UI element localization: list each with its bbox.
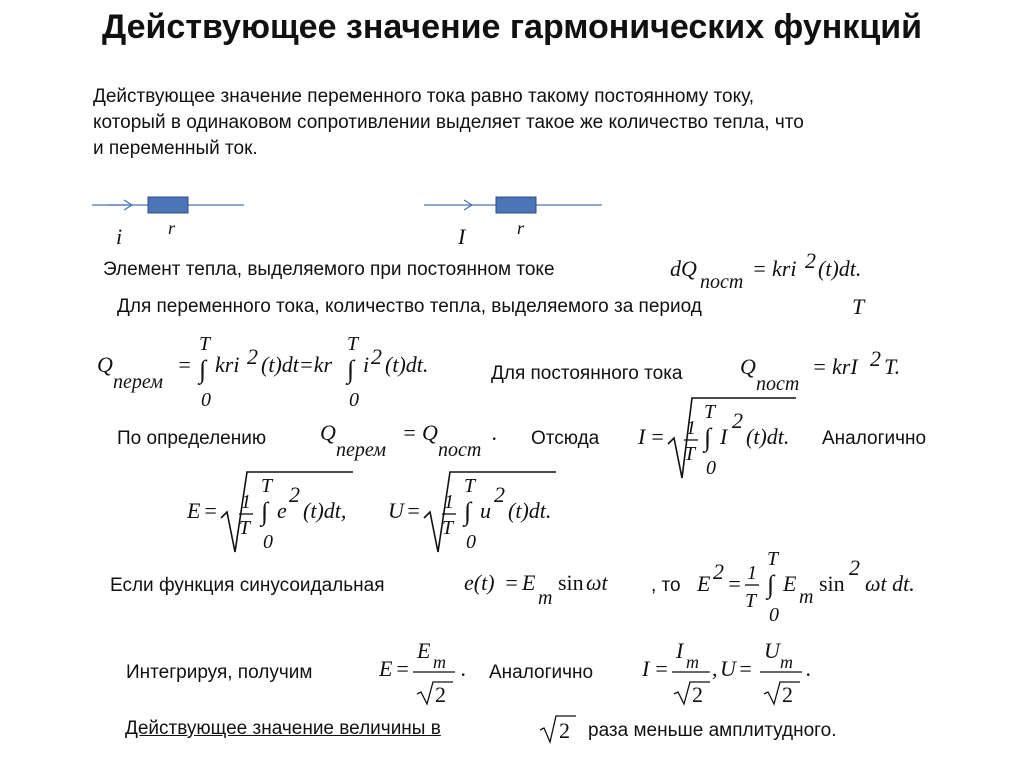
svg-text:=: = bbox=[752, 256, 767, 281]
svg-text:.: . bbox=[806, 656, 812, 681]
svg-text:(t)dt.: (t)dt. bbox=[385, 352, 429, 377]
svg-text:I: I bbox=[676, 638, 684, 663]
svg-text:=: = bbox=[650, 424, 665, 449]
formula-q-post bbox=[738, 346, 918, 395]
svg-text:0: 0 bbox=[706, 457, 716, 479]
svg-text:T.: T. bbox=[884, 354, 901, 379]
svg-text:(t)dt.: (t)dt. bbox=[746, 424, 790, 449]
svg-text:m: m bbox=[686, 652, 699, 672]
svg-text:пост: пост bbox=[756, 373, 800, 395]
svg-text:U: U bbox=[388, 498, 404, 523]
text-then: , то bbox=[651, 575, 681, 596]
formula-I-U-amplitude bbox=[640, 636, 830, 710]
svg-text:2: 2 bbox=[713, 559, 724, 584]
svg-text:i: i bbox=[363, 352, 370, 377]
text-dc-for: Для постоянного тока bbox=[491, 363, 683, 384]
svg-text:T: T bbox=[261, 475, 273, 497]
formula-E-amplitude bbox=[377, 636, 477, 710]
formula-I-rms bbox=[636, 392, 811, 484]
svg-text:∫: ∫ bbox=[767, 570, 775, 599]
svg-text:Q: Q bbox=[320, 420, 336, 445]
svg-text:T: T bbox=[442, 517, 454, 539]
svg-text:,: , bbox=[712, 656, 718, 681]
formula-q-perem bbox=[95, 330, 455, 410]
svg-text:(t)dt=kr: (t)dt=kr bbox=[261, 352, 333, 377]
svg-text:m: m bbox=[538, 587, 553, 609]
svg-text:0: 0 bbox=[263, 531, 273, 553]
svg-text:=: = bbox=[395, 656, 410, 681]
svg-text:m: m bbox=[433, 652, 446, 672]
svg-text:T: T bbox=[704, 401, 716, 423]
svg-text:E: E bbox=[522, 570, 536, 595]
svg-text:1: 1 bbox=[241, 491, 251, 513]
svg-text:=: = bbox=[203, 498, 218, 523]
sqrt-two-symbol bbox=[538, 708, 578, 748]
svg-text:2: 2 bbox=[371, 344, 382, 369]
svg-text:2: 2 bbox=[559, 718, 570, 743]
svg-text:T: T bbox=[239, 517, 251, 539]
svg-text:=: = bbox=[727, 571, 742, 596]
intro-line-3: и переменный ток. bbox=[93, 138, 258, 159]
formula-e-of-t bbox=[462, 560, 632, 610]
svg-text:E: E bbox=[783, 571, 797, 596]
text-similarly-1: Аналогично bbox=[822, 428, 927, 449]
svg-text:=: = bbox=[504, 570, 519, 595]
svg-text:1: 1 bbox=[747, 562, 757, 584]
svg-text:∫: ∫ bbox=[704, 423, 712, 452]
circuit-diagram-ac bbox=[88, 190, 258, 250]
text-ac-heat: Для переменного тока, количество тепла, выделяемого за период bbox=[117, 296, 702, 317]
svg-text:∫: ∫ bbox=[464, 497, 472, 526]
svg-text:2: 2 bbox=[732, 408, 743, 433]
svg-text:(t)dt,: (t)dt, bbox=[303, 498, 347, 523]
svg-text:∫: ∫ bbox=[261, 497, 269, 526]
formula-E-squared bbox=[695, 545, 935, 631]
svg-text:I: I bbox=[642, 656, 650, 681]
svg-text:I: I bbox=[720, 424, 728, 449]
text-element-heat: Элемент тепла, выделяемого при постоянном токе bbox=[103, 259, 555, 280]
svg-text:T: T bbox=[852, 294, 865, 319]
svg-text:2: 2 bbox=[782, 682, 793, 707]
svg-text:0: 0 bbox=[349, 389, 359, 411]
intro-line-1: Действующее значение переменного тока равно такому постоянному току, bbox=[93, 86, 754, 107]
svg-text:E: E bbox=[187, 498, 201, 523]
svg-text:(t)dt.: (t)dt. bbox=[508, 498, 552, 523]
resistor-label-r-left: r bbox=[168, 218, 176, 238]
conclusion-text-b: раза меньше амплитудного. bbox=[588, 720, 837, 741]
svg-text:перем: перем bbox=[113, 371, 164, 393]
svg-text:sin: sin bbox=[819, 571, 845, 596]
svg-text:m: m bbox=[799, 586, 814, 608]
svg-text:m: m bbox=[780, 652, 793, 672]
svg-text:.: . bbox=[461, 656, 467, 681]
svg-text:e(t): e(t) bbox=[464, 570, 495, 595]
svg-text:U: U bbox=[764, 638, 780, 663]
svg-text:=: = bbox=[738, 656, 753, 681]
formula-U-rms bbox=[386, 466, 571, 558]
svg-text:ωt: ωt bbox=[586, 570, 608, 595]
svg-text:krI: krI bbox=[832, 354, 858, 379]
svg-text:e: e bbox=[277, 498, 287, 523]
svg-text:E: E bbox=[697, 571, 711, 596]
svg-text:T: T bbox=[199, 333, 211, 355]
svg-text:пост: пост bbox=[700, 271, 744, 293]
svg-text:2: 2 bbox=[870, 346, 881, 371]
resistor-label-r-right: r bbox=[517, 218, 525, 238]
svg-text:1: 1 bbox=[444, 491, 454, 513]
formula-E-rms bbox=[185, 466, 370, 558]
svg-text:пост: пост bbox=[438, 439, 482, 461]
svg-text:=: = bbox=[406, 498, 421, 523]
text-by-definition: По определению bbox=[117, 428, 267, 449]
svg-text:ωt dt.: ωt dt. bbox=[865, 571, 915, 596]
text-hence: Отсюда bbox=[531, 428, 600, 449]
svg-text:U: U bbox=[720, 656, 736, 681]
formula-period-T bbox=[850, 290, 880, 324]
svg-text:∫: ∫ bbox=[347, 355, 355, 384]
text-integrating: Интегрируя, получим bbox=[126, 662, 313, 683]
formula-dq-post bbox=[668, 248, 898, 296]
svg-text:0: 0 bbox=[201, 389, 211, 411]
svg-text:2: 2 bbox=[494, 482, 505, 507]
svg-text:T: T bbox=[347, 333, 359, 355]
svg-text:Q: Q bbox=[97, 352, 113, 377]
svg-text:Q: Q bbox=[740, 354, 756, 379]
svg-text:0: 0 bbox=[466, 531, 476, 553]
svg-text:kri: kri bbox=[215, 352, 240, 377]
svg-text:E: E bbox=[379, 656, 393, 681]
svg-text:∫: ∫ bbox=[199, 355, 207, 384]
svg-text:T: T bbox=[767, 548, 779, 570]
svg-text:1: 1 bbox=[686, 417, 696, 439]
svg-text:=: = bbox=[654, 656, 669, 681]
text-if-sinusoidal: Если функция синусоидальная bbox=[110, 575, 385, 596]
formula-equality bbox=[318, 416, 508, 460]
intro-line-2: который в одинаковом сопротивлении выделяет такое же количество тепла, что bbox=[93, 112, 804, 133]
current-label-i: i bbox=[116, 224, 123, 249]
circuit-diagram-dc bbox=[420, 190, 610, 250]
svg-text:2: 2 bbox=[289, 482, 300, 507]
svg-text:2: 2 bbox=[692, 682, 703, 707]
svg-text:E: E bbox=[417, 638, 431, 663]
svg-text:0: 0 bbox=[769, 604, 779, 626]
svg-text:u: u bbox=[480, 498, 491, 523]
svg-text:.: . bbox=[492, 420, 498, 445]
svg-text:=: = bbox=[812, 354, 827, 379]
current-label-I: I bbox=[458, 224, 466, 249]
svg-text:T: T bbox=[684, 443, 696, 465]
svg-text:sin: sin bbox=[558, 570, 584, 595]
svg-text:2: 2 bbox=[247, 344, 258, 369]
svg-text:2: 2 bbox=[805, 248, 816, 273]
svg-text:2: 2 bbox=[849, 555, 860, 580]
svg-text:kri: kri bbox=[772, 256, 797, 281]
svg-text:I: I bbox=[638, 424, 646, 449]
page-title: Действующее значение гармонических функций bbox=[101, 8, 923, 46]
svg-text:(t)dt.: (t)dt. bbox=[818, 256, 862, 281]
svg-text:=: = bbox=[177, 352, 192, 377]
svg-text:перем: перем bbox=[336, 439, 387, 461]
text-similarly-2: Аналогично bbox=[489, 662, 594, 683]
conclusion-text-a: Действующее значение величины в bbox=[125, 718, 441, 739]
svg-text:dQ: dQ bbox=[670, 256, 697, 281]
svg-text:=: = bbox=[402, 420, 417, 445]
svg-text:T: T bbox=[464, 475, 476, 497]
svg-text:2: 2 bbox=[435, 682, 446, 707]
svg-text:Q: Q bbox=[422, 420, 438, 445]
svg-text:T: T bbox=[745, 590, 757, 612]
intro-paragraph bbox=[93, 84, 973, 162]
